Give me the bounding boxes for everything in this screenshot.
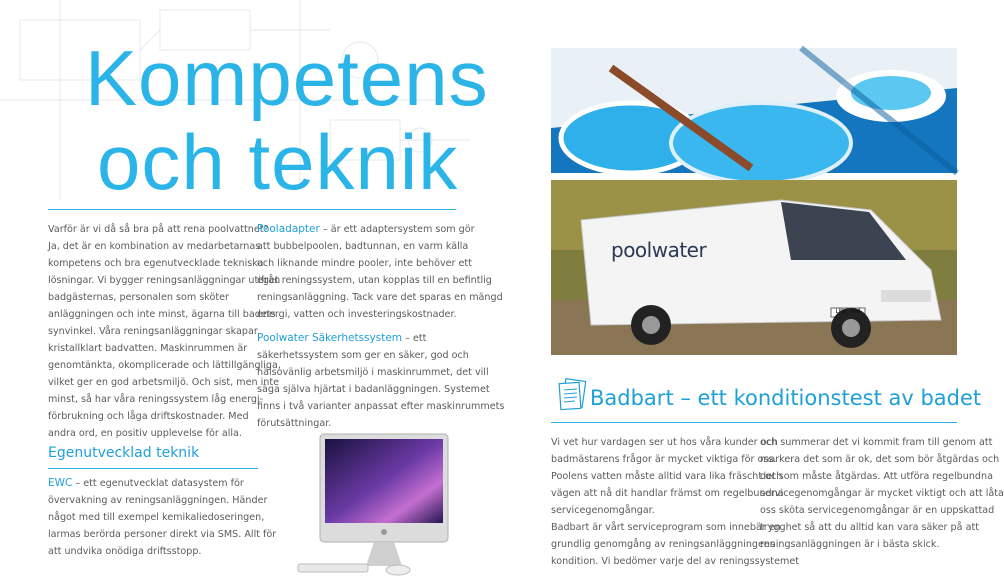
text-line — [551, 553, 799, 570]
text-line — [257, 347, 467, 364]
text-line — [760, 451, 1000, 468]
page-title — [85, 36, 489, 204]
text-line-content: förutsättningar. — [257, 418, 332, 429]
text-line-content: kompetens och bra egenutvecklade tekniska — [48, 258, 264, 269]
text-line-content: något med till exempel kemikaliedoseringen, — [48, 512, 265, 523]
text-line-content: energi, vatten och investeringskostnader. — [257, 309, 457, 320]
text-line-content: Vi vet hur vardagen ser ut hos våra kunder och — [551, 437, 778, 448]
text-line-content: badgästernas, personalen som sköter — [48, 292, 229, 303]
text-line — [760, 519, 979, 536]
text-line — [257, 398, 505, 415]
text-line — [760, 468, 993, 485]
text-line-content: vägen att nå dit handlar främst om regelbundna — [551, 488, 784, 499]
text-line-content: kristallklart badvatten. Maskinrummen är — [48, 343, 248, 354]
text-line-content: lösningar. Vi bygger reningsanläggningar utifrån — [48, 275, 281, 286]
text-line — [551, 502, 756, 519]
text-line-content: oss sköta servicegenomgångar är en uppskattad — [760, 505, 995, 516]
text-line — [257, 238, 467, 255]
badbart-right-paragraph — [760, 434, 1004, 553]
pooladapter-paragraph — [257, 221, 503, 323]
text-line-content: Ja, det är en kombination av medarbetarnas — [48, 241, 261, 252]
text-line — [760, 502, 995, 519]
text-line — [48, 492, 268, 509]
text-line — [257, 330, 467, 347]
title-divider — [48, 209, 456, 210]
text-line — [48, 374, 280, 391]
text-line — [48, 238, 261, 255]
text-line-content: minst, så har våra reningssystem låg energi- — [48, 394, 264, 405]
text-line — [48, 391, 264, 408]
text-line-content: Poolens vatten måste alltid vara lika fräscht och — [551, 471, 783, 482]
text-line-content: Varför är vi då så bra på att rena poolvattnet? — [48, 224, 269, 235]
text-line — [48, 357, 281, 374]
text-line — [48, 323, 258, 340]
text-line — [760, 434, 993, 451]
text-line — [48, 306, 276, 323]
text-line-content: servicegenomgångar. — [551, 505, 655, 516]
text-line-content: andra ord, en positiv upplevelse för alla. — [48, 428, 242, 439]
text-line — [760, 536, 959, 553]
text-line-content: badmästarens frågor är mycket viktiga för oss. — [551, 454, 777, 465]
text-line — [48, 340, 258, 357]
badbart-heading: Badbart – ett konditionstest av badet — [590, 386, 982, 410]
text-line — [48, 475, 258, 492]
text-line-content: servicegenomgångar är mycket viktigt och att låta — [760, 488, 1004, 499]
text-line — [551, 434, 778, 451]
text-line — [551, 485, 784, 502]
page-title-line2: och teknik — [97, 118, 459, 206]
poolwater-van-photo — [551, 180, 957, 355]
text-line-content: larmas berörda personer direkt via SMS. Allt för — [48, 529, 277, 540]
text-line-content: anläggningen och inte minst, ägarna till badets — [48, 309, 276, 320]
text-line — [257, 381, 490, 398]
imac-computer-icon — [290, 432, 450, 577]
text-line-content: och summerar det vi kommit fram till genom att — [760, 437, 993, 448]
text-line — [551, 451, 777, 468]
egenutvecklad-heading: Egenutvecklad teknik — [48, 445, 200, 461]
egenutvecklad-divider — [48, 468, 258, 469]
badbart-left-paragraph — [551, 434, 799, 570]
text-line-content: finns i två varianter anpassat efter maskinrummets — [257, 401, 505, 412]
text-line-content: reningsanläggningen är i bästa skick. — [760, 539, 940, 550]
text-line — [257, 255, 472, 272]
text-line — [257, 289, 503, 306]
text-line — [48, 255, 264, 272]
text-line — [48, 221, 269, 238]
badbart-divider — [551, 422, 957, 423]
text-line-content: – ett — [402, 333, 427, 344]
text-line-content: genomtänkta, okomplicerade och lättillgängliga, — [48, 360, 281, 371]
text-line-content: synvinkel. Våra reningsanläggningar skapar — [48, 326, 258, 337]
text-line — [48, 272, 281, 289]
text-line — [257, 272, 492, 289]
text-line-content: förbrukning och låga driftskostnader. Med — [48, 411, 249, 422]
text-line-content: att undvika onödiga driftsstopp. — [48, 546, 202, 557]
text-line-content: trygghet så att du alltid kan vara säker på att — [760, 522, 979, 533]
safety-paragraph — [257, 330, 505, 432]
pool-photo — [551, 48, 957, 173]
text-line — [551, 536, 775, 553]
text-line-content: Badbart är vårt serviceprogram som innebär en — [551, 522, 781, 533]
intro-paragraph — [48, 221, 281, 442]
page-title-line1: Kompetens — [85, 34, 489, 122]
lead-term: EWC — [48, 477, 73, 489]
text-line-content: det som måste åtgärdas. Att utföra regelbundna — [760, 471, 993, 482]
lead-term: Poolwater Säkerhetssystem — [257, 332, 403, 344]
text-line — [48, 543, 258, 560]
text-line — [48, 408, 258, 425]
text-line — [48, 509, 265, 526]
text-line — [48, 526, 277, 543]
text-line — [48, 425, 258, 442]
text-line-content: att bubbelpoolen, badtunnan, en varm källa — [257, 241, 469, 252]
document-stack-icon — [556, 378, 586, 414]
text-line-content: kondition. Vi bedömer varje del av reningssystemet — [551, 556, 799, 567]
text-line-content: – ett egenutvecklat datasystem för — [72, 478, 244, 489]
text-line-content: övervakning av reningsanläggningen. Händer — [48, 495, 268, 506]
text-line — [551, 468, 783, 485]
van-license-plate: LNW 484 — [835, 308, 861, 315]
text-line — [257, 306, 467, 323]
van-brand-text: poolwater — [611, 238, 707, 262]
text-line-content: och liknande mindre pooler, inte behöver ett — [257, 258, 472, 269]
text-line — [551, 519, 781, 536]
lead-term: Pooladapter — [257, 223, 320, 235]
text-line-content: reningsanläggning. Tack vare det sparas en mängd — [257, 292, 503, 303]
text-line-content: säkerhetssystem som ger en säker, god och — [257, 350, 469, 361]
text-line — [257, 364, 489, 381]
text-line — [257, 221, 475, 238]
text-line — [760, 485, 1004, 502]
text-line — [48, 289, 258, 306]
text-line-content: vilket ger en god arbetsmiljö. Och sist, men inte — [48, 377, 280, 388]
text-line-content: grundlig genomgång av reningsanläggningens — [551, 539, 775, 550]
text-line-content: – är ett adaptersystem som gör — [319, 224, 475, 235]
text-line-content: säga själva hjärtat i badanläggningen. Systemet — [257, 384, 490, 395]
text-line-content: markera det som är ok, det som bör åtgärdas och — [760, 454, 1000, 465]
text-line — [257, 415, 467, 432]
text-line-content: hälsovänlig arbetsmiljö i maskinrummet, det vill — [257, 367, 489, 378]
ewc-paragraph — [48, 475, 277, 560]
text-line-content: eget reningssystem, utan kopplas till en befintlig — [257, 275, 492, 286]
